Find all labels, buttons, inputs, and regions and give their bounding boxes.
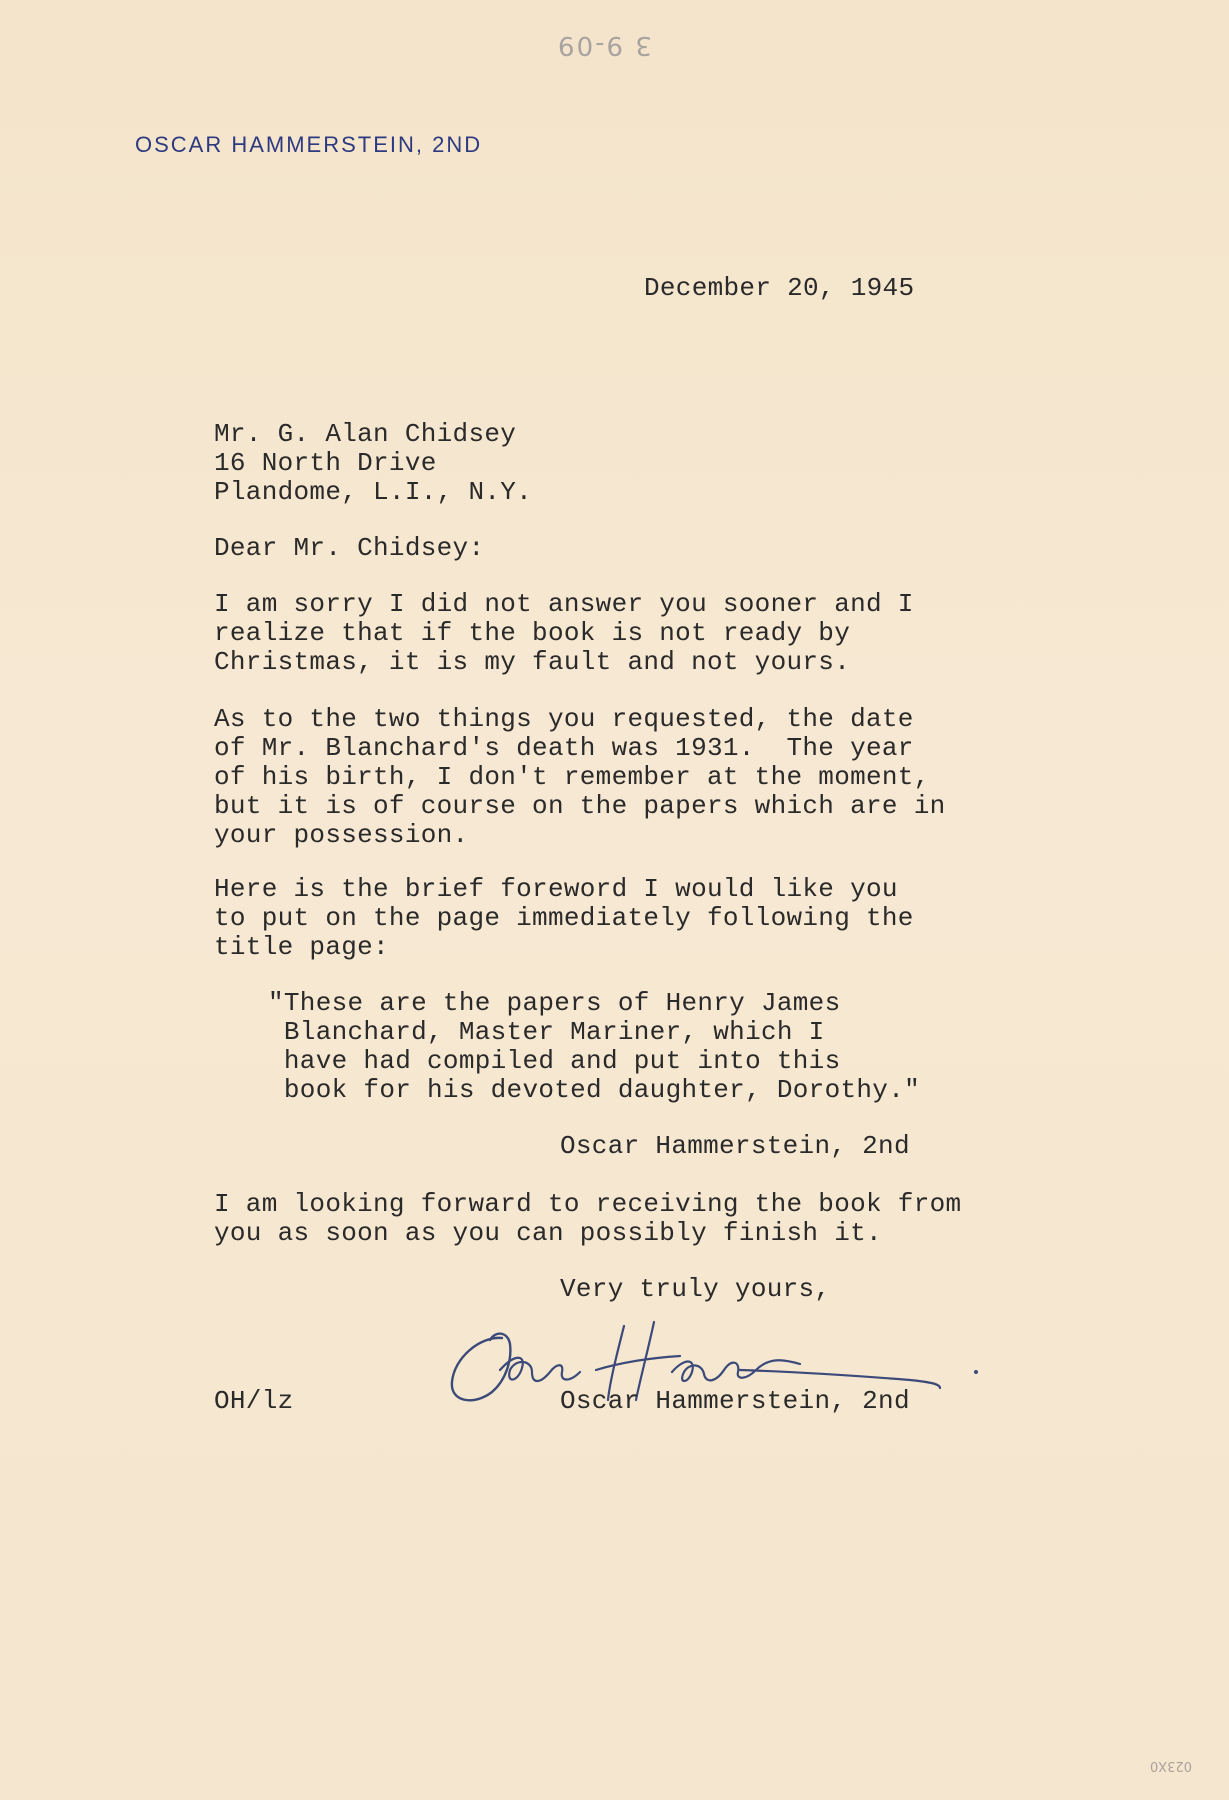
foreword-signature: Oscar Hammerstein, 2nd [560,1131,910,1161]
foreword-quote: "These are the papers of Henry James Blanchard, Master Mariner, which I have had compiled and put into this book for his devoted daughter, Dorothy." [268,988,921,1105]
typist-initials: OH/lz [214,1386,294,1416]
typed-signature: Oscar Hammerstein, 2nd [560,1386,910,1416]
paragraph-dates: As to the two things you requested, the date of Mr. Blanchard's death was 1931. The year of his birth, I don't remember at the moment, but it is of course on the papers which are in your possession. [214,704,946,850]
complimentary-close: Very truly yours, [560,1274,831,1304]
paragraph-apology: I am sorry I did not answer you sooner and I realize that if the book is not ready by Christmas, it is my fault and not yours. [214,589,914,677]
letterhead: OSCAR HAMMERSTEIN, 2ND [135,132,483,157]
salutation: Dear Mr. Chidsey: [214,533,485,563]
recipient-address [214,420,532,507]
corner-note: 023X0 [1150,1758,1192,1773]
recipient-city: Plandome, L.I., N.Y. [214,477,533,507]
recipient-street: 16 North Drive [214,448,437,478]
paragraph-foreword-request: Here is the brief foreword I would like you to put on the page immediately following the title page: [214,874,914,962]
pencil-note: 3 9-09 [556,30,652,60]
letter-date: December 20, 1945 [644,273,915,303]
paragraph-closing: I am looking forward to receiving the book from you as soon as you can possibly finish it. [214,1189,962,1248]
recipient-name: Mr. G. Alan Chidsey [214,419,517,449]
